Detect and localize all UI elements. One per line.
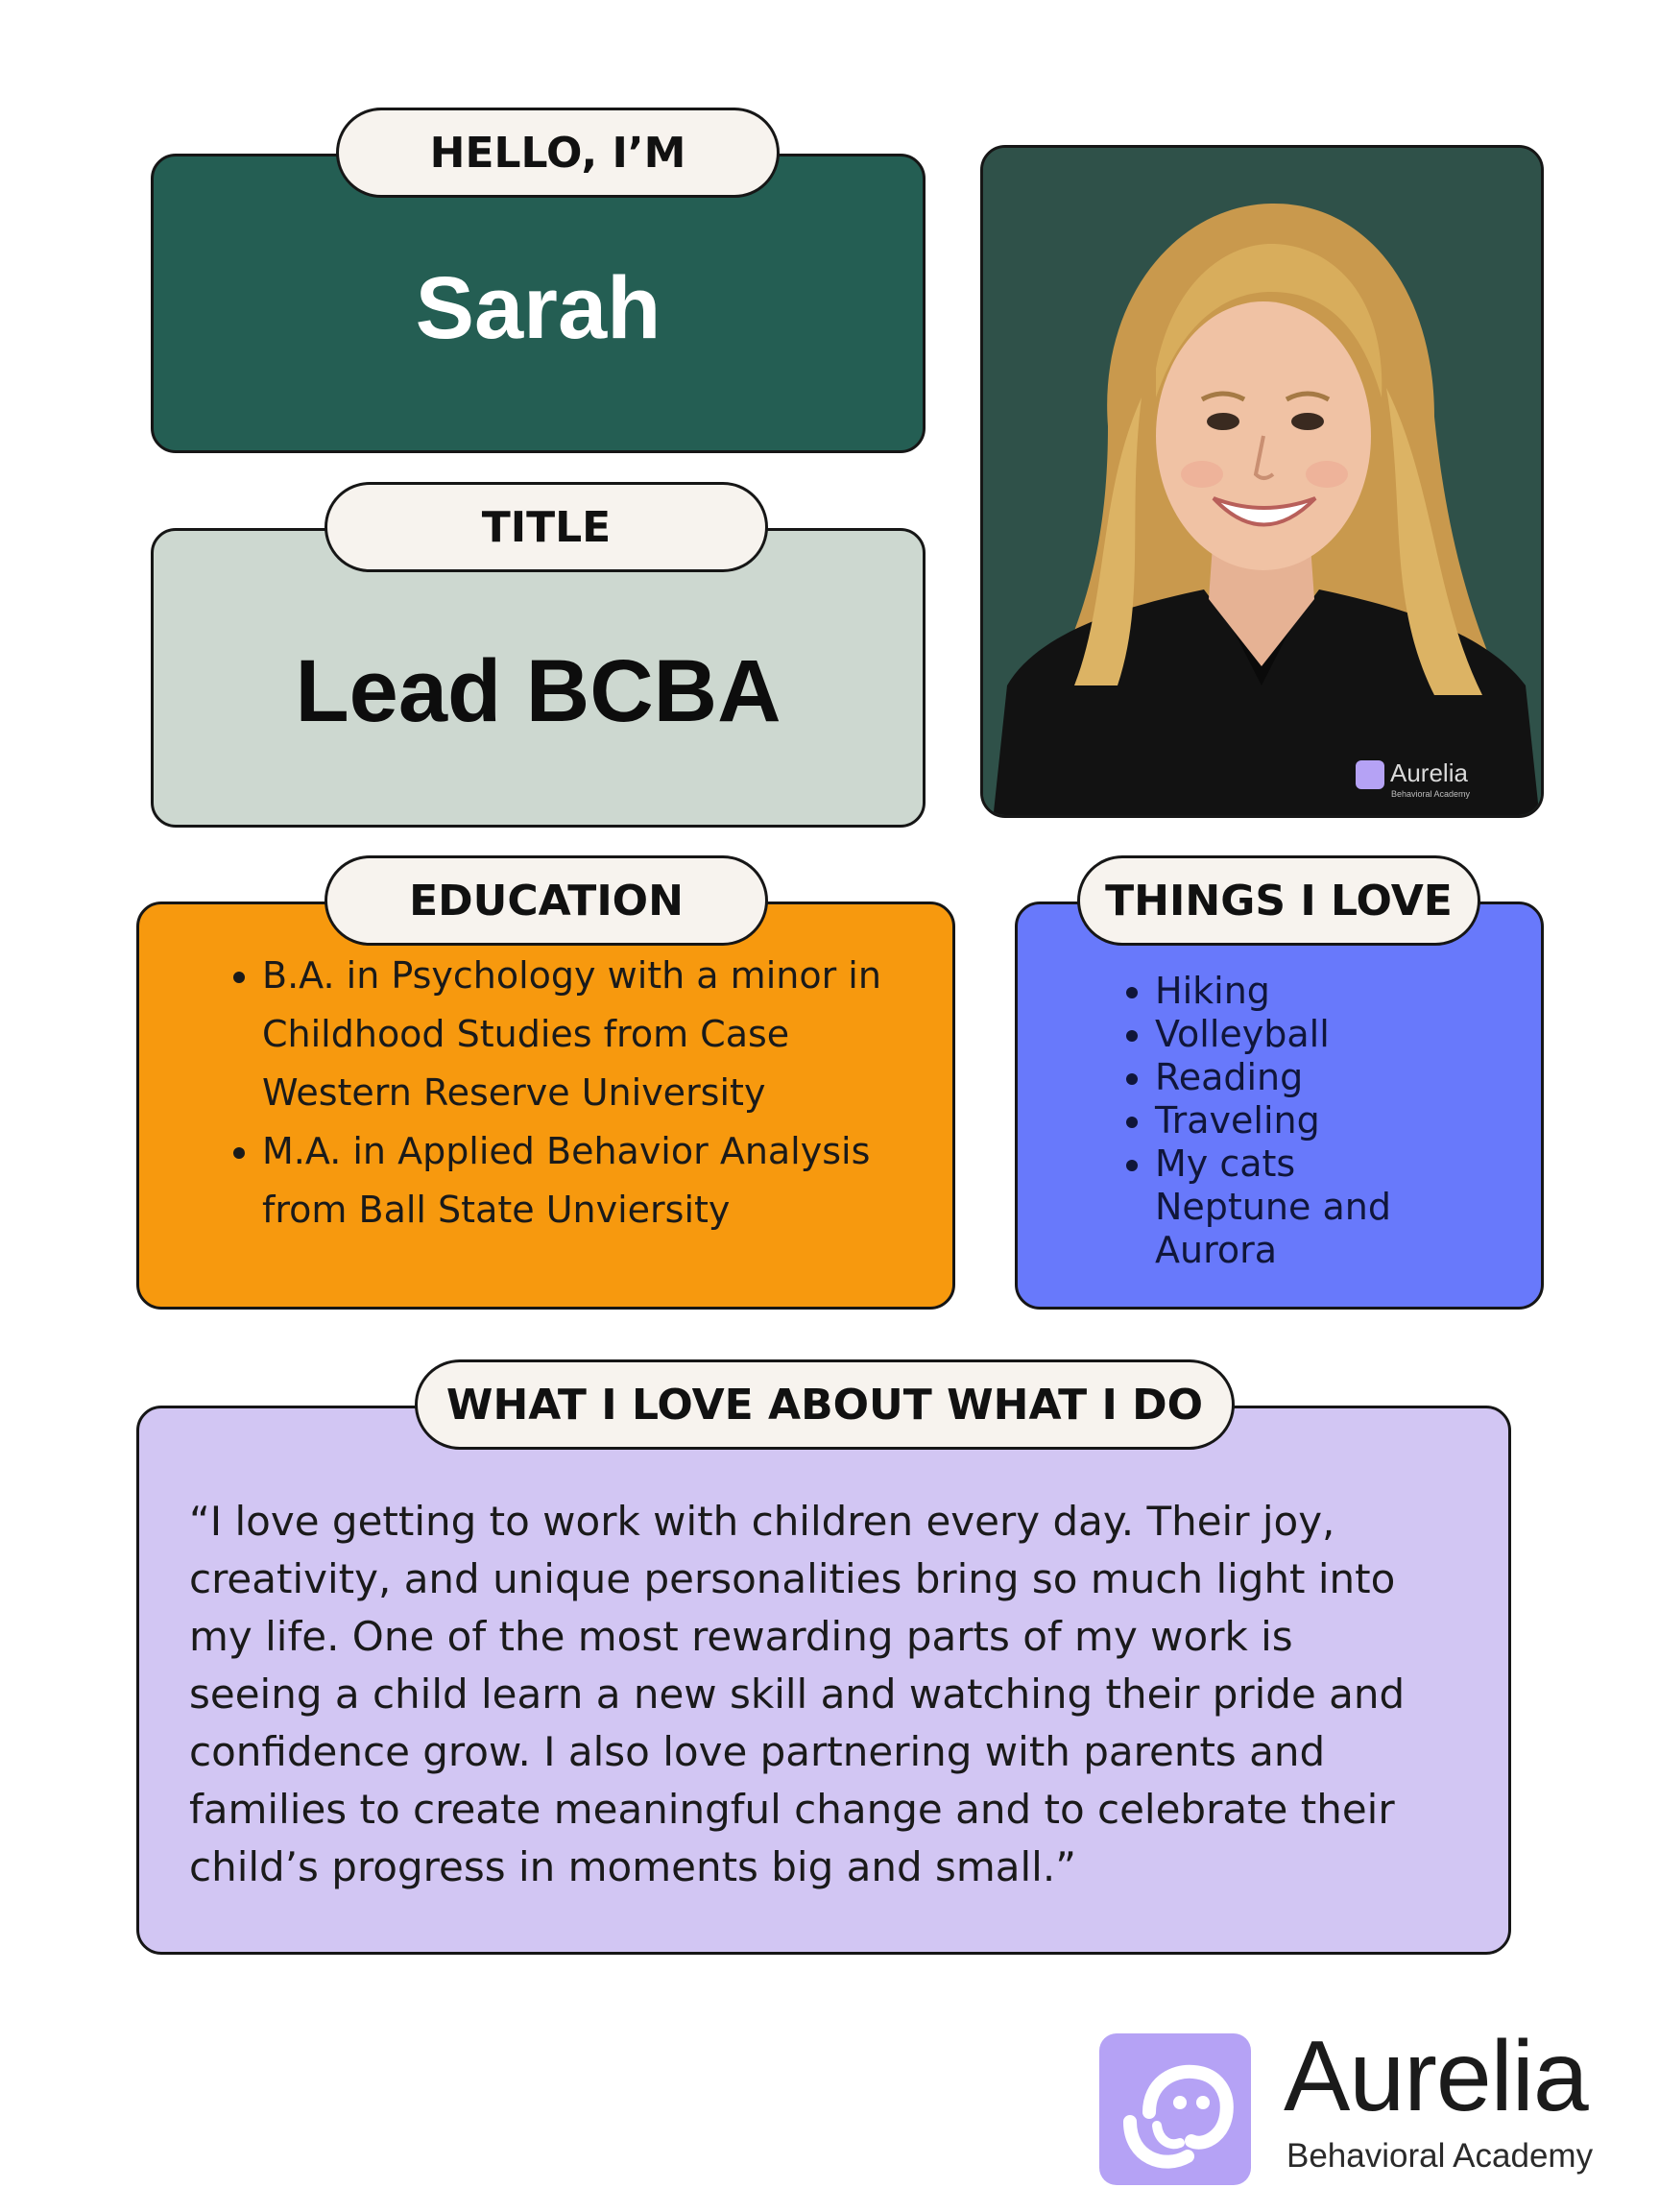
- shirt-logo-text: Aurelia: [1390, 758, 1468, 787]
- name-card: [151, 154, 926, 453]
- things-i-love-list: [1155, 970, 1529, 1272]
- what-i-love-label: WHAT I LOVE ABOUT WHAT I DO: [415, 1359, 1235, 1450]
- love-item: • My cats Neptune and Aurora: [1155, 1142, 1529, 1272]
- hello-label: HELLO, I’M: [336, 108, 780, 198]
- education-item: • B.A. in Psychology with a minor in Childhood Studies from Case Western Reserve University: [262, 947, 934, 1122]
- logo-wordmark: Aurelia: [1284, 2021, 1588, 2132]
- education-item: • M.A. in Applied Behavior Analysis from Ball State Unviersity: [262, 1122, 934, 1239]
- aurelia-logo-icon: [1099, 2033, 1251, 2185]
- profile-photo: [980, 145, 1544, 818]
- love-item: • Volleyball: [1155, 1013, 1529, 1056]
- title-label: TITLE: [325, 482, 768, 572]
- education-label: EDUCATION: [325, 855, 768, 946]
- person-name: Sarah: [415, 259, 661, 357]
- brand-logo: [1099, 2021, 1637, 2187]
- love-item: • Reading: [1155, 1056, 1529, 1099]
- education-card: [136, 902, 955, 1310]
- education-list: [262, 947, 934, 1239]
- love-item: • Hiking: [1155, 970, 1529, 1013]
- job-title: Lead BCBA: [295, 642, 781, 740]
- title-card: [151, 528, 926, 828]
- portrait-illustration: [983, 148, 1544, 818]
- logo-subtitle: Behavioral Academy: [1286, 2137, 1594, 2175]
- shirt-logo-subtext: Behavioral Academy: [1391, 789, 1471, 799]
- things-i-love-label: THINGS I LOVE: [1077, 855, 1480, 946]
- shirt-logo-icon: [1356, 760, 1384, 789]
- love-item: • Traveling: [1155, 1099, 1529, 1142]
- quote-text: “I love getting to work with children every day. Their joy, creativity, and unique personalities bring so much light into my life. One of the most rewarding parts of my work is seeing a child learn a new skill and watching their pride and confidence grow. I also love partnering with parents and families to create meaningful change and to celebrate their child’s progress in moments big and small.”: [189, 1498, 1406, 1890]
- what-i-love-card: [136, 1406, 1511, 1955]
- things-i-love-card: [1015, 902, 1544, 1310]
